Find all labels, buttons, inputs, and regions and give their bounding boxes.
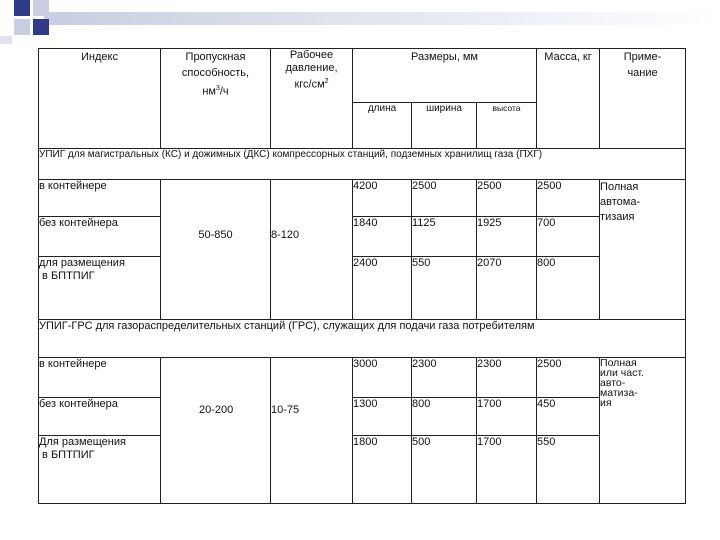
section1-row1-width: 2500 — [412, 180, 477, 217]
section2-row3-height: 1700 — [477, 436, 537, 504]
header-mass: Масса, кг — [537, 49, 600, 149]
section2-pressure: 10-75 — [271, 358, 353, 504]
section2-capacity: 20-200 — [161, 358, 271, 504]
section1-row1-height: 2500 — [477, 180, 537, 217]
section1-capacity: 50-850 — [161, 180, 271, 320]
specification-table — [38, 48, 686, 504]
section2-title: УПИГ-ГРС для газораспределительных станций (ГРС), служащих для подачи газа потребителям — [39, 320, 686, 358]
section1-row1-label: в контейнере — [39, 180, 161, 217]
section2-row1-length: 3000 — [353, 358, 412, 398]
section2-row3-label: Для размещения в БПТПИГ — [39, 436, 161, 504]
section2-row3-width: 500 — [412, 436, 477, 504]
section1-row3-height: 2070 — [477, 257, 537, 320]
section1-row1-mass: 2500 — [537, 180, 600, 217]
section1-row2-height: 1925 — [477, 217, 537, 257]
section2-row2-mass: 450 — [537, 398, 600, 436]
section2-row2-width: 800 — [412, 398, 477, 436]
section2-row1-label: в контейнере — [39, 358, 161, 398]
header-height: высота — [477, 103, 537, 149]
section1-row2-label: без контейнера — [39, 217, 161, 257]
section2-row2-label: без контейнера — [39, 398, 161, 436]
section2-row3-length: 1800 — [353, 436, 412, 504]
section1-row3-width: 550 — [412, 257, 477, 320]
section2-row1-mass: 2500 — [537, 358, 600, 398]
decorative-header-squares — [0, 0, 720, 44]
section1-row3-length: 2400 — [353, 257, 412, 320]
section1-row2-mass: 700 — [537, 217, 600, 257]
header-width: ширина — [412, 103, 477, 149]
section1-row2-width: 1125 — [412, 217, 477, 257]
header-note: Приме- чание — [600, 49, 686, 149]
section1-row2-length: 1840 — [353, 217, 412, 257]
section1-row3-mass: 800 — [537, 257, 600, 320]
header-pressure: Рабочее давление, кгс/$см^2$ — [271, 49, 353, 149]
section2-row2-length: 1300 — [353, 398, 412, 436]
section2-row3-mass: 550 — [537, 436, 600, 504]
section2-note: Полная или част. авто- матиза- ия — [600, 358, 686, 504]
section2-row1-height: 2300 — [477, 358, 537, 398]
header-length: длина — [353, 103, 412, 149]
header-dimensions: Размеры, мм — [353, 49, 537, 103]
section1-title: УПИГ для магистральных (КС) и дожимных (ДКС) компрессорных станций, подземных хранилищ газа (ПХГ) — [39, 149, 686, 180]
section2-row1-width: 2300 — [412, 358, 477, 398]
section1-row3-label: для размещения в БПТПИГ — [39, 257, 161, 320]
section2-row2-height: 1700 — [477, 398, 537, 436]
header-index: Индекс — [39, 49, 161, 149]
header-capacity: Пропускная способность, $нм^3/ч$ — [161, 49, 271, 149]
section1-row1-length: 4200 — [353, 180, 412, 217]
section1-pressure: 8-120 — [271, 180, 353, 320]
section1-note: Полная автома- тизаия — [600, 180, 686, 320]
